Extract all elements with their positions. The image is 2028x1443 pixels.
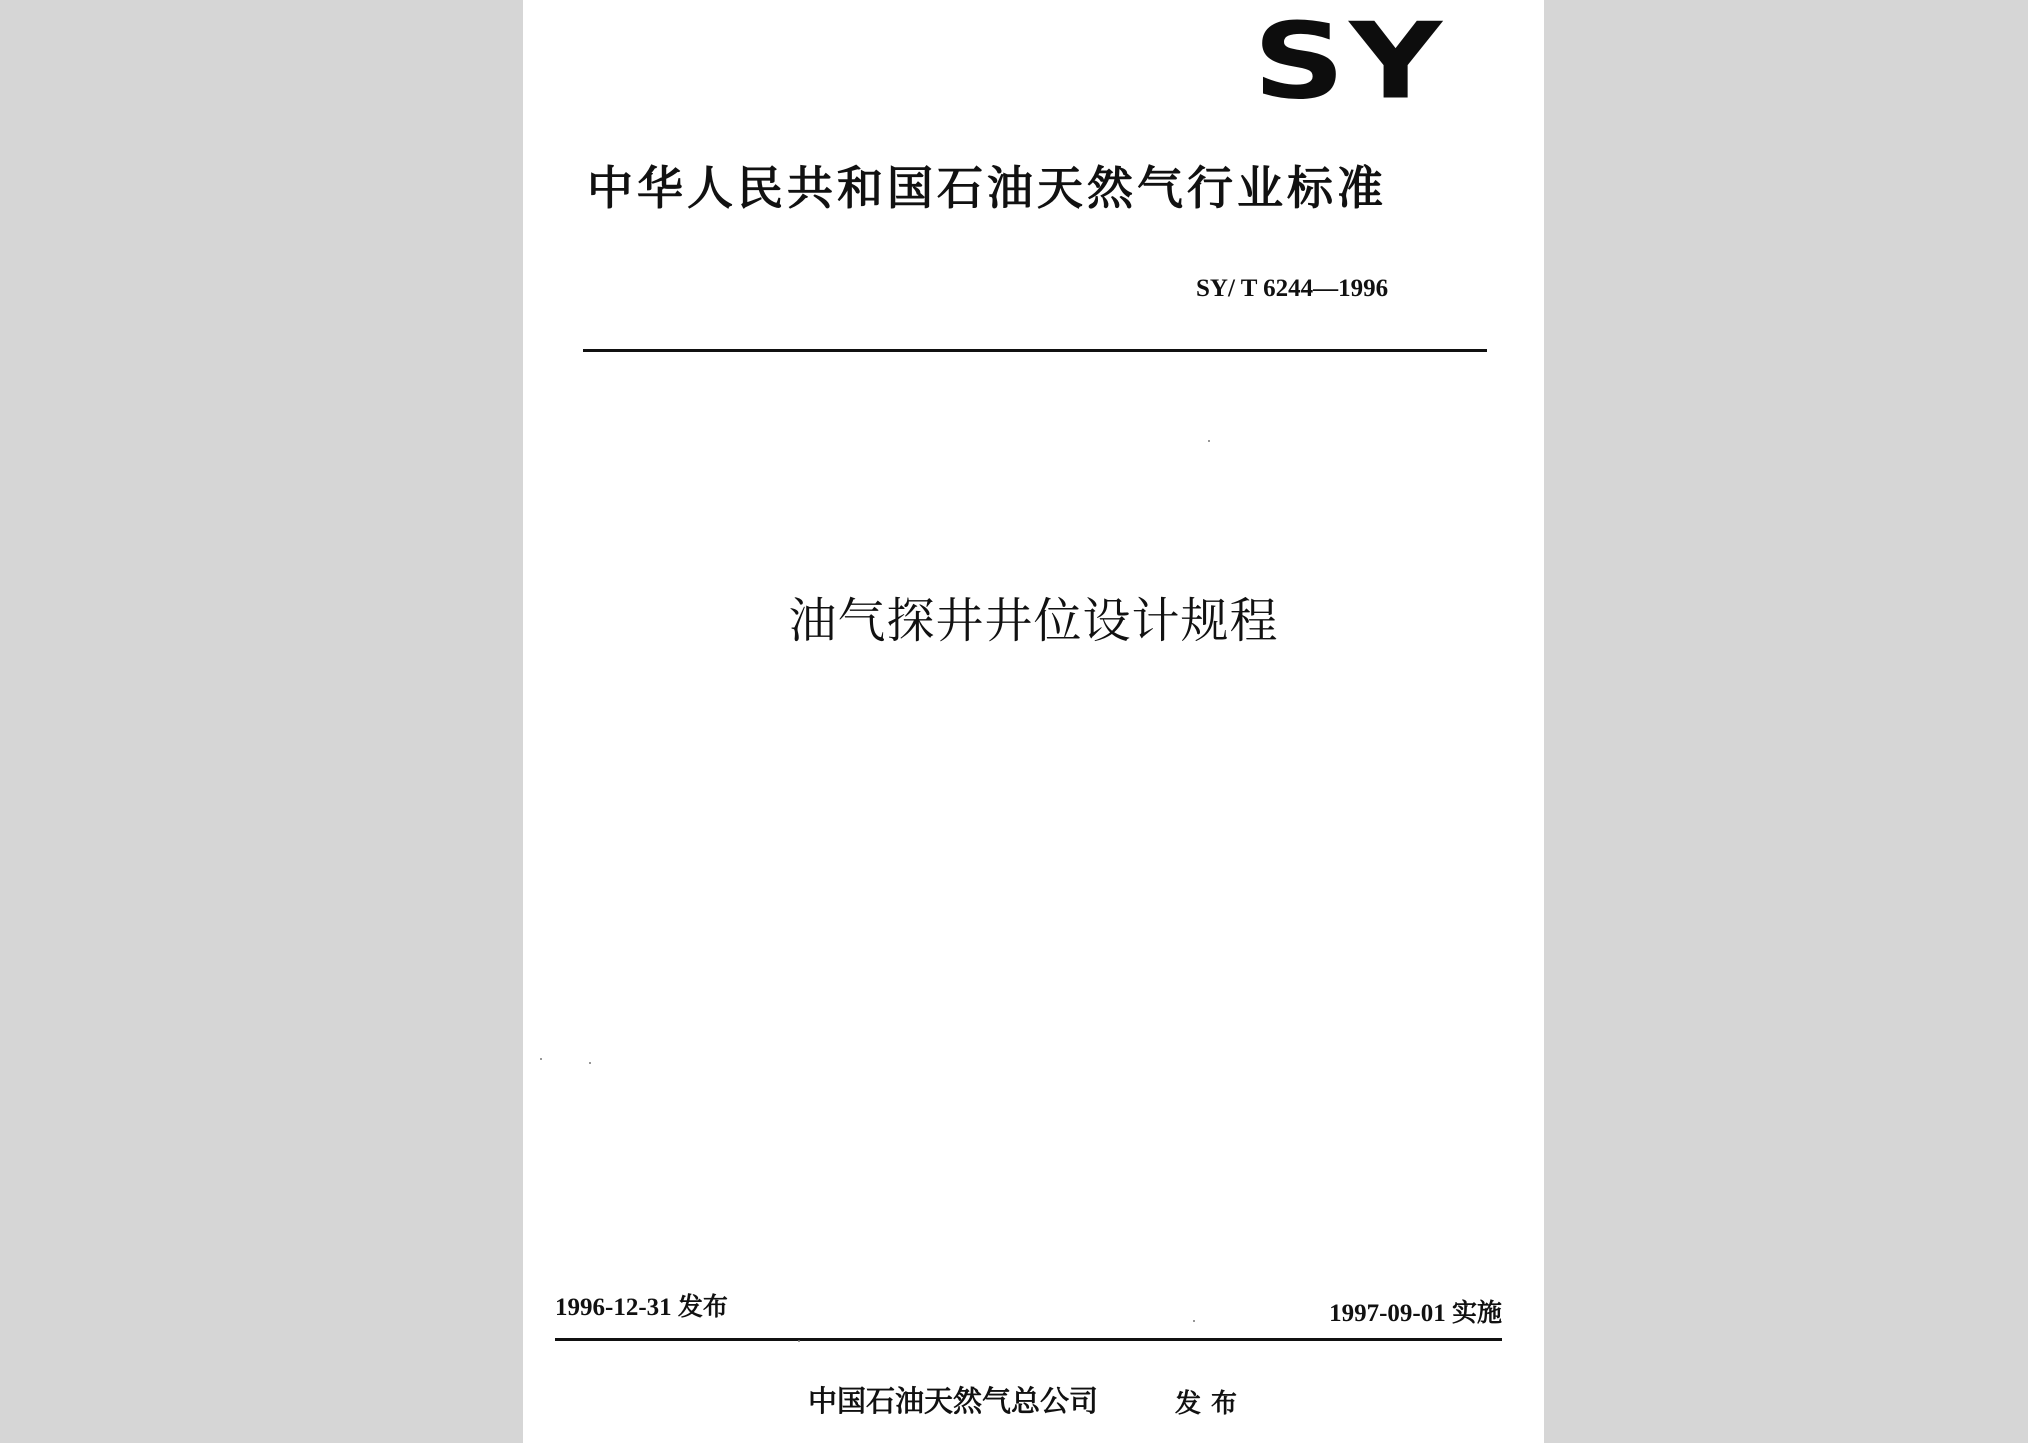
issuer-name: 中国石油天然气总公司 (808, 1384, 1099, 1418)
standard-code: SY/ T 6244—1996 (1196, 275, 1389, 302)
scan-speck (1193, 1320, 1195, 1322)
scan-speck (798, 1340, 800, 1342)
implementation-date: 1997-09-01 实施 (1329, 1300, 1502, 1327)
document-page (523, 0, 1544, 1443)
scan-speck (589, 1062, 591, 1064)
scan-speck (540, 1058, 542, 1060)
issue-date: 1996-12-31 发布 (555, 1294, 728, 1321)
issuer-action: 发布 (1175, 1389, 1248, 1419)
header-divider (583, 349, 1487, 352)
footer-divider (555, 1338, 1502, 1341)
document-title: 油气探井井位设计规程 (788, 593, 1279, 649)
industry-standard-title: 中华人民共和国石油天然气行业标准 (587, 161, 1387, 215)
sy-logo: SY (1253, 0, 1446, 124)
scan-speck (1208, 440, 1210, 442)
